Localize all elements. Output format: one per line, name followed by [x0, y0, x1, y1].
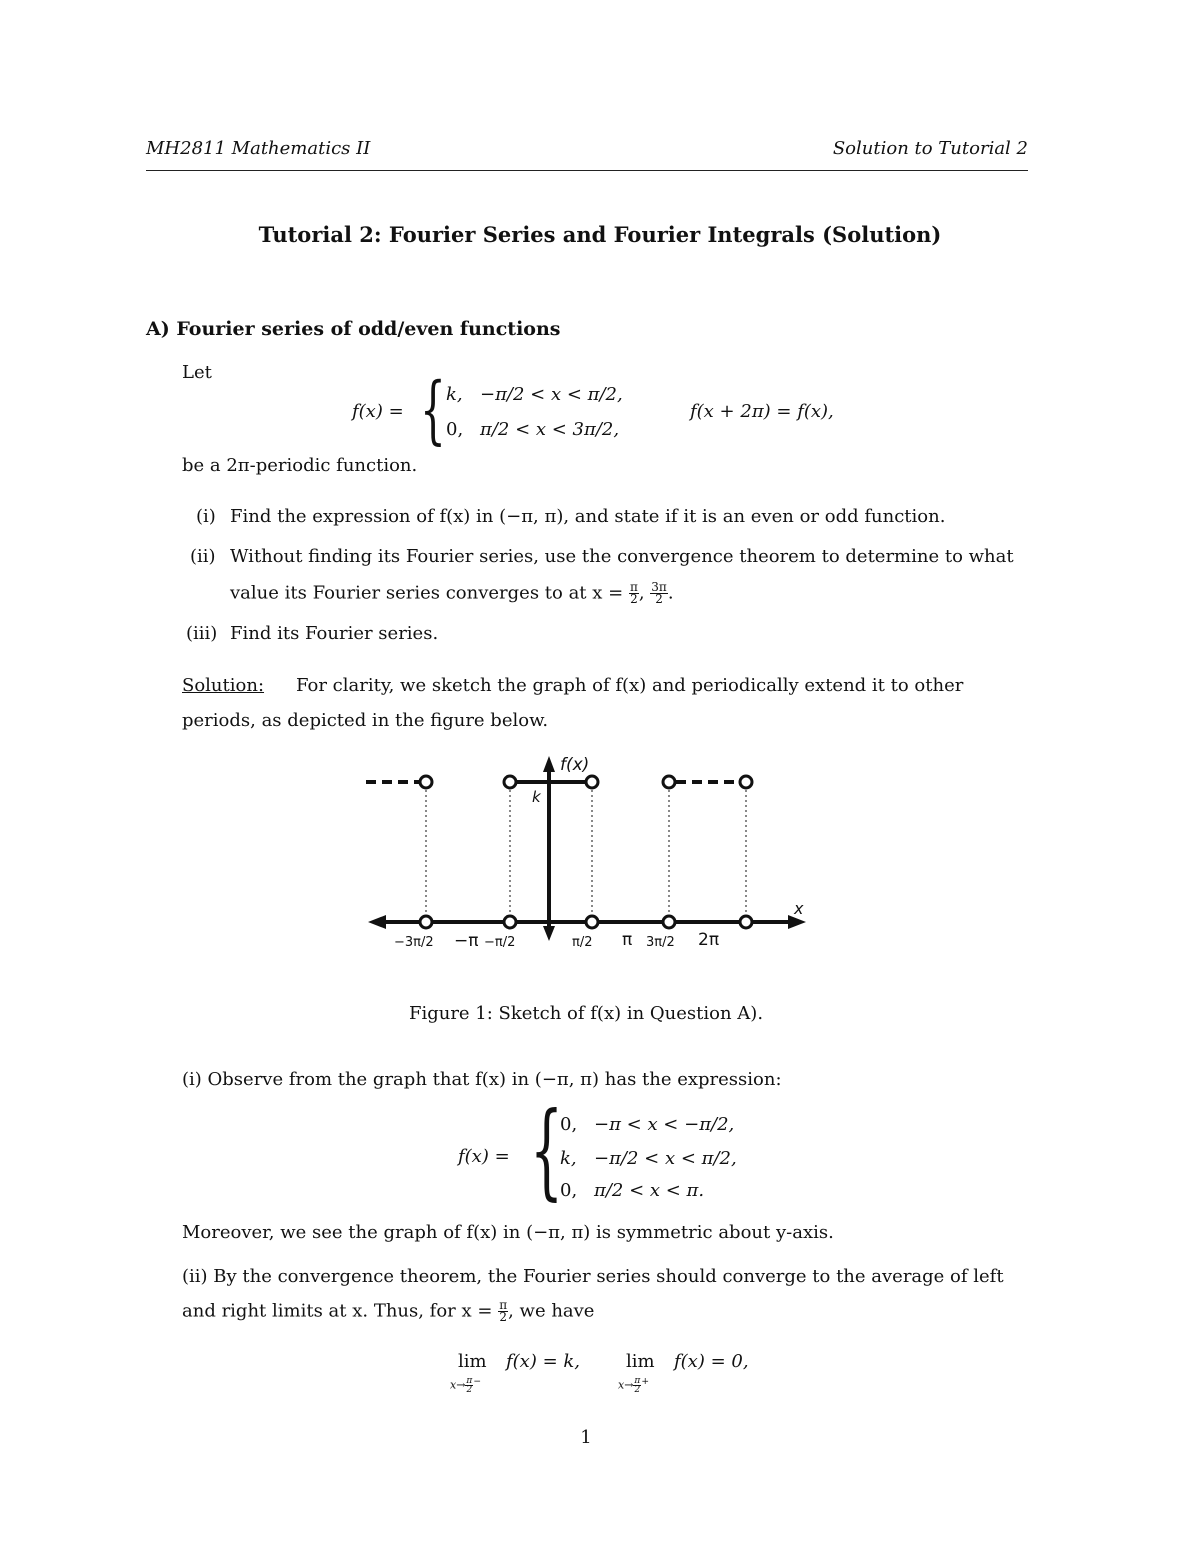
- tick-label: π: [622, 930, 633, 950]
- open-circle-bottom: [504, 916, 516, 928]
- open-circle-top: [586, 776, 598, 788]
- solution-part-ii-line2-a: and right limits at x. Thus, for x =: [182, 1300, 493, 1322]
- periodic-note: be a 2π-periodic function.: [182, 455, 418, 476]
- x-axis-label: x: [794, 899, 804, 918]
- periodic-condition: f(x + 2π) = f(x),: [690, 401, 834, 422]
- page-number: 1: [580, 1427, 592, 1448]
- solution-part-ii-line2-b: , we have: [508, 1300, 595, 1322]
- header-right: Solution to Tutorial 2: [832, 138, 1028, 159]
- open-circle-bottom: [663, 916, 675, 928]
- page-title: Tutorial 2: Fourier Series and Fourier Integrals (Solution): [258, 222, 942, 247]
- solution-label: Solution:: [182, 675, 265, 696]
- q3-label: (iii): [186, 623, 218, 644]
- open-circle-bottom: [420, 916, 432, 928]
- q2-text-line2-main: value its Fourier series converges to at x =: [230, 582, 624, 604]
- tick-label: −3π/2: [394, 935, 434, 950]
- open-circle-bottom: [586, 916, 598, 928]
- expr-case2-val: k,: [560, 1148, 577, 1169]
- expr-case2-cond: −π/2 < x < π/2,: [594, 1148, 737, 1169]
- expr-case1-cond: −π < x < −π/2,: [594, 1114, 735, 1135]
- let-text: Let: [182, 362, 212, 383]
- tick-label: π/2: [572, 935, 593, 950]
- def-lhs: f(x) =: [352, 401, 404, 422]
- q2-text-line2: value its Fourier series converges to at x = $\frac{\pi}{2}$ , $\frac{3\pi}{2}$ .: [230, 580, 674, 606]
- expr-brace: {: [530, 1089, 564, 1211]
- def-case1-cond: −π/2 < x < π/2,: [480, 384, 623, 405]
- expr-case3-cond: π/2 < x < π.: [594, 1180, 705, 1201]
- fraction-3pi-over-2: $\frac{3\pi}{2}$: [651, 580, 667, 606]
- solution-part-i: (i) Observe from the graph that f(x) in (−π, π) has the expression:: [182, 1069, 782, 1090]
- q1-text: Find the expression of f(x) in (−π, π), and state if it is an even or odd function.: [230, 506, 946, 527]
- symmetry-statement: Moreover, we see the graph of f(x) in (−π, π) is symmetric about y-axis.: [182, 1222, 834, 1243]
- solution-part-ii-line2: [182, 1300, 594, 1323]
- tick-label: 3π/2: [646, 935, 675, 950]
- q2-label: (ii): [190, 546, 216, 567]
- q1-label: (i): [196, 506, 216, 527]
- open-circle-top: [740, 776, 752, 788]
- limit-left: f(x) = k,: [506, 1351, 581, 1372]
- open-circle-bottom: [740, 916, 752, 928]
- solution-intro-line2: periods, as depicted in the figure below.: [182, 710, 549, 731]
- def-case1-val: k,: [446, 384, 463, 405]
- lim-subscript-left: x→ $\frac{\pi}{2}$ −: [450, 1376, 482, 1396]
- limit-right: f(x) = 0,: [674, 1351, 749, 1372]
- solution-intro-line1: For clarity, we sketch the graph of f(x) and periodically extend it to other: [296, 675, 964, 696]
- y-axis-label: f(x): [560, 755, 590, 775]
- section-a-heading: A) Fourier series of odd/even functions: [146, 318, 561, 340]
- lim-word-right: lim: [626, 1351, 655, 1372]
- fraction-pi-over-2: $\frac{\pi}{2}$: [499, 1298, 508, 1324]
- q2-text-line1: Without finding its Fourier series, use the convergence theorem to determine to what: [230, 546, 1014, 567]
- expr-case1-val: 0,: [560, 1114, 578, 1135]
- open-circle-top: [663, 776, 675, 788]
- tick-label: −π/2: [484, 935, 516, 950]
- k-label: k: [532, 788, 541, 806]
- figure-caption: Figure 1: Sketch of f(x) in Question A).: [408, 1003, 764, 1024]
- expr-case3-val: 0,: [560, 1180, 578, 1201]
- def-brace: {: [420, 367, 446, 453]
- def-case2-val: 0,: [446, 419, 464, 440]
- function-graph-figure: [360, 748, 820, 958]
- tick-label: −π: [454, 931, 479, 951]
- open-circle-top: [420, 776, 432, 788]
- open-circle-top: [504, 776, 516, 788]
- header-rule: [146, 170, 1028, 171]
- expr-lhs: f(x) =: [458, 1146, 510, 1167]
- lim-word-left: lim: [458, 1351, 487, 1372]
- tick-label: 2π: [698, 930, 720, 950]
- q3-text: Find its Fourier series.: [230, 623, 439, 644]
- def-case2-cond: π/2 < x < 3π/2,: [480, 419, 620, 440]
- header-left: MH2811 Mathematics II: [146, 138, 371, 159]
- fraction-pi-over-2: $\frac{\pi}{2}$: [629, 580, 638, 606]
- solution-part-ii-line1: (ii) By the convergence theorem, the Fourier series should converge to the average of left: [182, 1266, 1004, 1287]
- lim-subscript-right: x→ $\frac{\pi}{2}$ +: [618, 1376, 650, 1396]
